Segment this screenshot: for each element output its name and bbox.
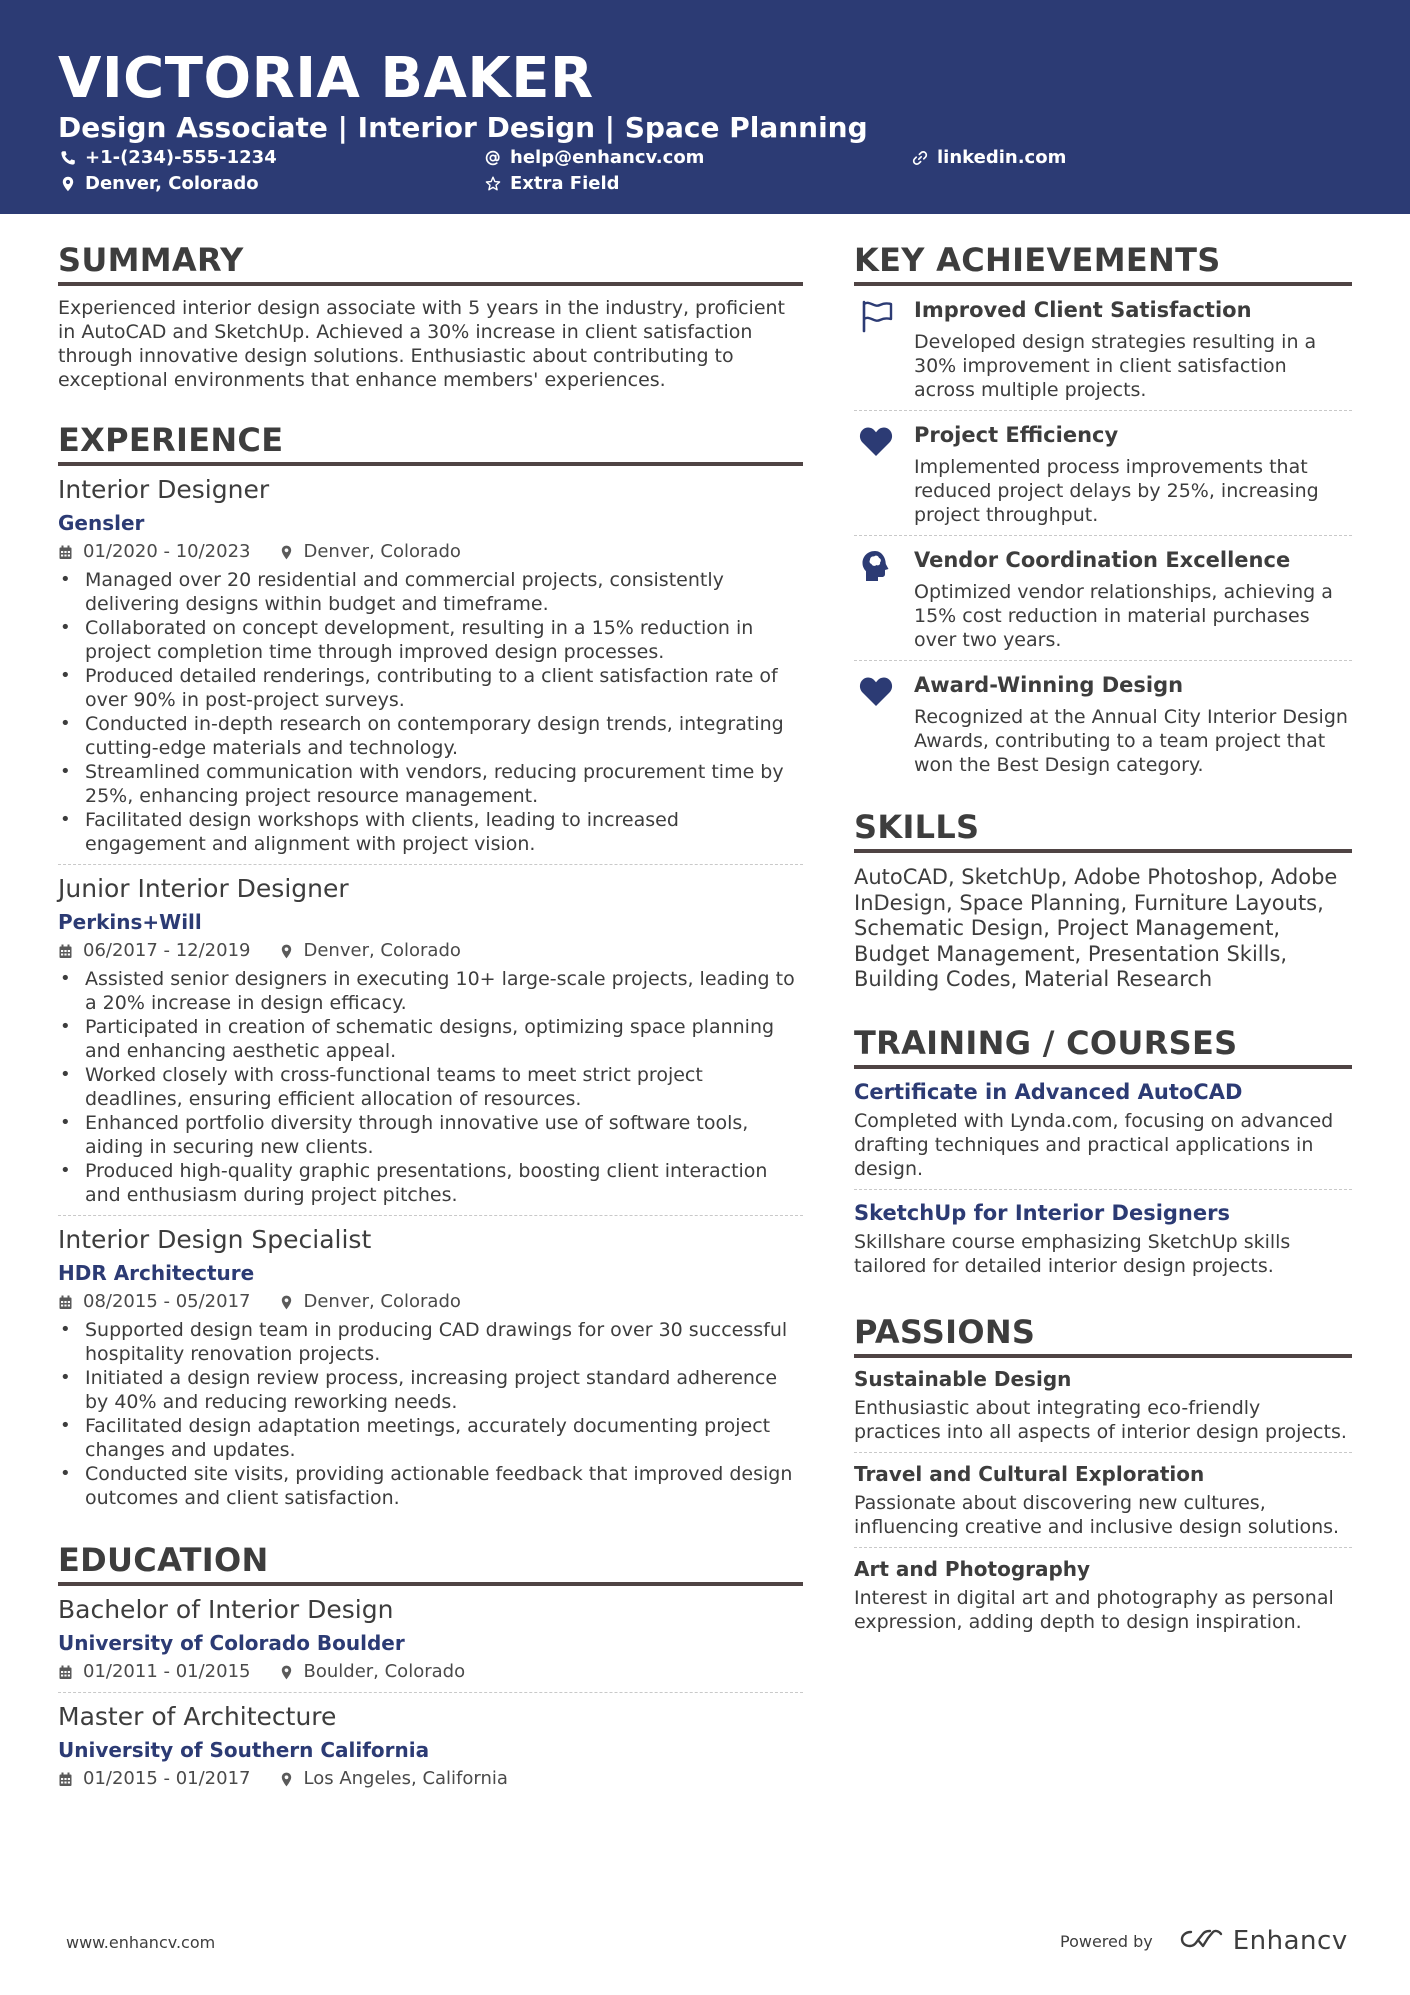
course-title: SketchUp for Interior Designers: [854, 1200, 1230, 1225]
location-text: Denver, Colorado: [85, 173, 259, 194]
candidate-name: VICTORIA BAKER: [58, 46, 594, 111]
achievement-description: Developed design strategies resulting in a 30% improvement in client satisfaction across multiple projects.: [914, 331, 1317, 401]
calendar-icon: [58, 1772, 73, 1787]
training-section: [854, 1023, 1352, 1286]
school-name: University of Southern California: [58, 1738, 430, 1762]
bullet-list: [58, 568, 803, 856]
education-location: Los Angeles, California: [303, 1768, 508, 1789]
achievement-title: Project Efficiency: [914, 423, 1119, 447]
passions-list: [854, 1358, 1352, 1642]
skills-text: AutoCAD, SketchUp, Adobe Photoshop, Adobe InDesign, Space Planning, Furniture Layouts, Schematic Design, Project Management, Budget Management, Presentation Skills, Building Codes, Material Research: [854, 865, 1338, 991]
achievement-description: Optimized vendor relationships, achieving a 15% cost reduction in material purchases over two years.: [914, 581, 1333, 651]
education-entry: [58, 1701, 803, 1799]
passion-description: Interest in digital art and photography as personal expression, adding depth to design inspiration.: [854, 1586, 1334, 1633]
flag-icon: [854, 296, 914, 402]
achievement-description: Implemented process improvements that reduced project delays by 25%, increasing project throughput.: [914, 456, 1319, 526]
course-description: Skillshare course emphasizing SketchUp skills tailored for detailed interior design projects.: [854, 1230, 1291, 1277]
achievement-title: Award-Winning Design: [914, 673, 1184, 697]
passion-item: [854, 1453, 1352, 1548]
phone-text: +1-(234)-555-1234: [85, 147, 277, 168]
achievements-section: [854, 240, 1352, 785]
bullet-list: [58, 1318, 803, 1510]
company-name: HDR Architecture: [58, 1261, 255, 1285]
company-name: Perkins+Will: [58, 910, 202, 934]
heart-icon: [854, 421, 914, 527]
extra-text: Extra Field: [510, 173, 620, 194]
contact-email[interactable]: [485, 147, 704, 169]
contact-extra: [485, 173, 620, 195]
achievement-title: Vendor Coordination Excellence: [914, 548, 1291, 572]
bullet-item: • Facilitated design workshops with clients, leading to increased engagement and alignment with project vision.: [58, 808, 803, 856]
achievement-description: Recognized at the Annual City Interior Design Awards, contributing to a team project that won the Best Design category.: [914, 706, 1348, 776]
passion-title: Sustainable Design: [854, 1366, 1072, 1391]
bullet-item: • Supported design team in producing CAD drawings for over 30 successful hospitality renovation projects.: [58, 1318, 803, 1366]
bullet-item: • Participated in creation of schematic designs, optimizing space planning and enhancing aesthetic appeal.: [58, 1015, 803, 1063]
education-dates: 01/2011 - 01/2015: [83, 1661, 251, 1682]
passion-item: [854, 1358, 1352, 1453]
bullet-item: • Produced detailed renderings, contributing to a client satisfaction rate of over 90% in post-project surveys.: [58, 664, 803, 712]
achievement-title: Improved Client Satisfaction: [914, 298, 1252, 322]
job-meta: [58, 939, 803, 963]
job-meta: [58, 540, 803, 564]
summary-text: Experienced interior design associate with 5 years in the industry, proficient in AutoCAD and SketchUp. Achieved a 30% increase in client satisfaction through innovative design solutions. Enthusiastic about contributing to exceptional environments that enhance members' experiences.: [58, 297, 786, 391]
degree-name: Master of Architecture: [58, 1702, 337, 1731]
bullet-item: • Collaborated on concept development, resulting in a 15% reduction in project completion time through improved design processes.: [58, 616, 803, 664]
map-pin-icon: [279, 1665, 294, 1680]
passion-description: Enthusiastic about integrating eco-friendly practices into all aspects of interior design projects.: [854, 1396, 1347, 1443]
candidate-headline: Design Associate | Interior Design | Space Planning: [58, 111, 868, 144]
passion-description: Passionate about discovering new cultures, influencing creative and inclusive design solutions.: [854, 1491, 1340, 1538]
job-location: Denver, Colorado: [303, 1291, 461, 1312]
passion-title: Art and Photography: [854, 1556, 1091, 1581]
map-pin-icon: [279, 944, 294, 959]
contact-phone[interactable]: [60, 147, 277, 169]
company-name: Gensler: [58, 511, 145, 535]
job-title: Junior Interior Designer: [58, 874, 349, 903]
phone-icon: [60, 150, 76, 166]
brand-name: Enhancv: [1232, 1926, 1348, 1956]
bullet-item: • Facilitated design adaptation meetings, accurately documenting project changes and updates.: [58, 1414, 803, 1462]
bullet-item: • Assisted senior designers in executing 10+ large-scale projects, leading to a 20% increase in design efficacy.: [58, 967, 803, 1015]
footer-branding[interactable]: [1060, 1926, 1348, 1956]
calendar-icon: [58, 944, 73, 959]
section-title-experience: EXPERIENCE: [58, 420, 803, 466]
enhancv-logo-icon: [1179, 1927, 1225, 1955]
degree-name: Bachelor of Interior Design: [58, 1595, 394, 1624]
passion-item: [854, 1548, 1352, 1642]
education-meta: [58, 1767, 803, 1791]
section-title-education: EDUCATION: [58, 1540, 803, 1586]
section-title-passions: PASSIONS: [854, 1312, 1352, 1358]
course-item: [854, 1069, 1352, 1190]
linkedin-text: linkedin.com: [937, 147, 1067, 168]
education-meta: [58, 1660, 803, 1684]
achievements-list: [854, 286, 1352, 785]
experience-entry: [58, 1224, 803, 1518]
experience-entry: [58, 474, 803, 865]
bullet-list: [58, 967, 803, 1207]
head-brain-icon: [854, 546, 914, 652]
course-item: [854, 1190, 1352, 1286]
left-column: [58, 240, 803, 1799]
bullet-item: • Enhanced portfolio diversity through innovative use of software tools, aiding in securing new clients.: [58, 1111, 803, 1159]
contact-linkedin[interactable]: [912, 147, 1066, 169]
job-dates: 08/2015 - 05/2017: [83, 1291, 251, 1312]
experience-list: [58, 474, 803, 1518]
at-icon: [485, 150, 501, 166]
calendar-icon: [58, 545, 73, 560]
star-icon: [485, 176, 501, 192]
experience-entry: [58, 873, 803, 1216]
job-meta: [58, 1290, 803, 1314]
course-description: Completed with Lynda.com, focusing on advanced drafting techniques and practical applications in design.: [854, 1109, 1334, 1180]
course-title: Certificate in Advanced AutoCAD: [854, 1079, 1243, 1104]
training-list: [854, 1069, 1352, 1286]
map-pin-icon: [279, 1295, 294, 1310]
passion-title: Travel and Cultural Exploration: [854, 1461, 1205, 1486]
school-name: University of Colorado Boulder: [58, 1631, 405, 1655]
map-pin-icon: [279, 545, 294, 560]
bullet-item: • Streamlined communication with vendors, reducing procurement time by 25%, enhancing project resource management.: [58, 760, 803, 808]
map-pin-icon: [279, 1772, 294, 1787]
resume-header: [0, 0, 1410, 214]
education-list: [58, 1594, 803, 1799]
experience-section: [58, 420, 803, 1518]
job-location: Denver, Colorado: [303, 541, 461, 562]
education-dates: 01/2015 - 01/2017: [83, 1768, 251, 1789]
achievement-item: [854, 411, 1352, 536]
bullet-item: • Conducted site visits, providing actionable feedback that improved design outcomes and client satisfaction.: [58, 1462, 803, 1510]
job-dates: 01/2020 - 10/2023: [83, 541, 251, 562]
job-dates: 06/2017 - 12/2019: [83, 940, 251, 961]
bullet-item: • Conducted in-depth research on contemporary design trends, integrating cutting-edge materials and technology.: [58, 712, 803, 760]
achievement-item: [854, 661, 1352, 785]
achievement-item: [854, 536, 1352, 661]
bullet-item: • Managed over 20 residential and commercial projects, consistently delivering designs within budget and timeframe.: [58, 568, 803, 616]
skills-section: [854, 807, 1352, 993]
job-title: Interior Design Specialist: [58, 1225, 372, 1254]
email-text: help@enhancv.com: [510, 147, 705, 168]
achievement-item: [854, 286, 1352, 411]
bullet-item: • Initiated a design review process, increasing project standard adherence by 40% and reducing reworking needs.: [58, 1366, 803, 1414]
job-location: Denver, Colorado: [303, 940, 461, 961]
right-column: [854, 240, 1352, 1642]
contact-location: [60, 173, 259, 195]
education-section: [58, 1540, 803, 1799]
footer-website[interactable]: www.enhancv.com: [66, 1933, 216, 1952]
heart-icon: [854, 671, 914, 777]
education-entry: [58, 1594, 803, 1693]
bullet-item: • Worked closely with cross-functional teams to meet strict project deadlines, ensuring efficient allocation of resources.: [58, 1063, 803, 1111]
calendar-icon: [58, 1295, 73, 1310]
section-title-summary: SUMMARY: [58, 240, 803, 286]
summary-section: [58, 240, 803, 392]
job-title: Interior Designer: [58, 475, 270, 504]
education-location: Boulder, Colorado: [303, 1661, 466, 1682]
section-title-achievements: KEY ACHIEVEMENTS: [854, 240, 1352, 286]
section-title-training: TRAINING / COURSES: [854, 1023, 1352, 1069]
passions-section: [854, 1312, 1352, 1642]
link-icon: [912, 150, 928, 166]
bullet-item: • Produced high-quality graphic presentations, boosting client interaction and enthusiasm during project pitches.: [58, 1159, 803, 1207]
map-pin-icon: [60, 176, 76, 192]
calendar-icon: [58, 1665, 73, 1680]
powered-by-label: Powered by: [1060, 1931, 1153, 1951]
section-title-skills: SKILLS: [854, 807, 1352, 853]
